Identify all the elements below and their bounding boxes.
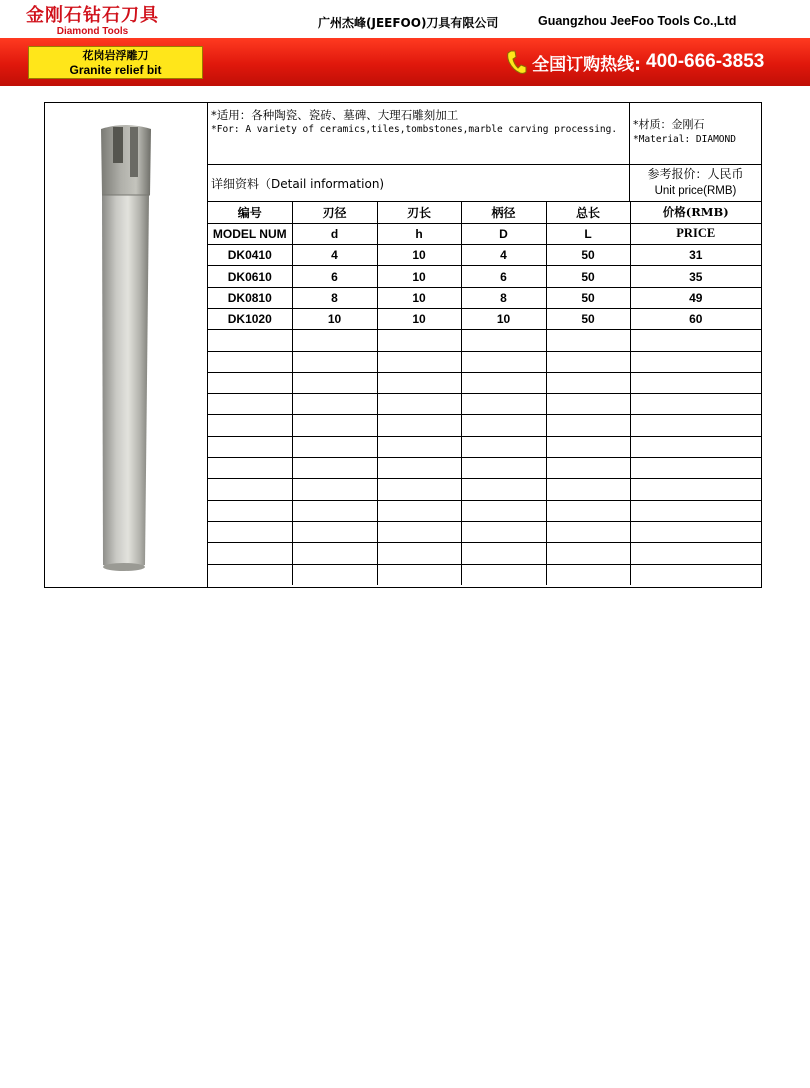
total-length-cell: 50 xyxy=(546,287,630,308)
empty-cell xyxy=(461,415,546,436)
diameter-cell: 6 xyxy=(292,266,377,287)
empty-cell xyxy=(461,394,546,415)
empty-table-row xyxy=(208,564,761,585)
price-cell: 60 xyxy=(630,308,761,329)
empty-table-row xyxy=(208,330,761,351)
empty-cell xyxy=(377,500,461,521)
empty-table-row xyxy=(208,436,761,457)
total-length-cell: 50 xyxy=(546,308,630,329)
empty-cell xyxy=(208,500,292,521)
company-name-en: Guangzhou JeeFoo Tools Co.,Ltd xyxy=(538,14,737,28)
empty-table-row xyxy=(208,543,761,564)
empty-cell xyxy=(292,415,377,436)
company-name-cn: 广州杰峰(JEEFOO)刀具有限公司 xyxy=(318,16,499,30)
empty-cell xyxy=(630,436,761,457)
empty-cell xyxy=(461,543,546,564)
empty-cell xyxy=(630,394,761,415)
empty-cell xyxy=(630,330,761,351)
column-header-cn: 编号 xyxy=(208,202,292,223)
empty-cell xyxy=(377,564,461,585)
unit-price-heading xyxy=(630,165,761,202)
empty-cell xyxy=(546,436,630,457)
empty-cell xyxy=(292,372,377,393)
empty-cell xyxy=(461,330,546,351)
hotline-number: 400-666-3853 xyxy=(646,51,765,72)
diameter-cell: 10 xyxy=(292,308,377,329)
empty-cell xyxy=(546,564,630,585)
column-header-en: h xyxy=(377,223,461,244)
empty-table-row xyxy=(208,521,761,542)
empty-cell xyxy=(546,415,630,436)
empty-table-row xyxy=(208,394,761,415)
usage-description xyxy=(208,103,630,165)
phone-icon xyxy=(505,49,527,75)
empty-table-row xyxy=(208,372,761,393)
unit-price-heading-en: Unit price(RMB) xyxy=(654,185,737,197)
empty-cell xyxy=(377,330,461,351)
column-header-cn: 总长 xyxy=(546,202,630,223)
material-cn: *材质：金刚石 xyxy=(633,118,705,131)
empty-cell xyxy=(546,372,630,393)
empty-cell xyxy=(630,500,761,521)
empty-cell xyxy=(546,543,630,564)
column-header-cn: 柄径 xyxy=(461,202,546,223)
product-name-en: Granite relief bit xyxy=(69,63,162,77)
empty-cell xyxy=(546,479,630,500)
empty-table-row xyxy=(208,479,761,500)
column-header-cn: 刃长 xyxy=(377,202,461,223)
empty-cell xyxy=(630,564,761,585)
empty-cell xyxy=(292,351,377,372)
empty-cell xyxy=(630,351,761,372)
column-header-en: PRICE xyxy=(630,223,761,244)
model-cell: DK1020 xyxy=(208,308,292,329)
detail-information-label: 详细资料（Detail information) xyxy=(208,165,630,202)
diameter-cell: 4 xyxy=(292,245,377,266)
empty-cell xyxy=(292,330,377,351)
empty-cell xyxy=(546,351,630,372)
empty-cell xyxy=(461,521,546,542)
model-cell: DK0610 xyxy=(208,266,292,287)
table-row xyxy=(208,245,761,266)
blade-length-cell: 10 xyxy=(377,266,461,287)
empty-cell xyxy=(377,394,461,415)
blade-length-cell: 10 xyxy=(377,287,461,308)
material-en: *Material: DIAMOND xyxy=(633,134,736,145)
price-cell: 49 xyxy=(630,287,761,308)
empty-cell xyxy=(208,436,292,457)
brand-logo xyxy=(20,6,165,38)
table-row xyxy=(208,287,761,308)
page-header xyxy=(0,0,810,88)
order-hotline xyxy=(505,49,764,77)
empty-cell xyxy=(292,479,377,500)
empty-cell xyxy=(292,564,377,585)
empty-cell xyxy=(208,351,292,372)
empty-cell xyxy=(292,500,377,521)
empty-cell xyxy=(208,394,292,415)
empty-cell xyxy=(630,372,761,393)
blade-length-cell: 10 xyxy=(377,245,461,266)
empty-cell xyxy=(461,479,546,500)
empty-table-row xyxy=(208,415,761,436)
table-header-en xyxy=(208,223,761,244)
column-header-en: d xyxy=(292,223,377,244)
empty-cell xyxy=(377,543,461,564)
empty-cell xyxy=(292,436,377,457)
material-info xyxy=(630,103,761,165)
usage-cn: *适用：各种陶瓷、瓷砖、墓碑、大理石雕刻加工 xyxy=(211,108,459,122)
empty-cell xyxy=(377,479,461,500)
hotline-label: 全国订购热线: xyxy=(532,54,641,75)
empty-cell xyxy=(461,564,546,585)
unit-price-heading-cn: 参考报价：人民币 xyxy=(647,167,744,181)
column-header-en: D xyxy=(461,223,546,244)
empty-cell xyxy=(208,458,292,479)
column-header-cn: 价格(RMB) xyxy=(630,202,761,223)
empty-cell xyxy=(461,500,546,521)
empty-cell xyxy=(461,372,546,393)
empty-cell xyxy=(630,479,761,500)
empty-cell xyxy=(292,521,377,542)
product-name-cn: 花岗岩浮雕刀 xyxy=(82,49,149,62)
header-banner xyxy=(0,38,810,86)
empty-cell xyxy=(377,436,461,457)
blade-length-cell: 10 xyxy=(377,308,461,329)
table-row xyxy=(208,308,761,329)
product-name-label xyxy=(28,46,203,79)
empty-cell xyxy=(208,415,292,436)
diameter-cell: 8 xyxy=(292,287,377,308)
shank-diameter-cell: 10 xyxy=(461,308,546,329)
empty-cell xyxy=(461,351,546,372)
model-cell: DK0810 xyxy=(208,287,292,308)
shank-diameter-cell: 8 xyxy=(461,287,546,308)
empty-cell xyxy=(461,436,546,457)
empty-cell xyxy=(630,543,761,564)
empty-cell xyxy=(546,521,630,542)
empty-cell xyxy=(630,521,761,542)
product-photo xyxy=(45,103,208,587)
empty-cell xyxy=(630,415,761,436)
column-header-en: L xyxy=(546,223,630,244)
empty-cell xyxy=(546,500,630,521)
table-row xyxy=(208,266,761,287)
total-length-cell: 50 xyxy=(546,266,630,287)
empty-cell xyxy=(208,330,292,351)
empty-cell xyxy=(377,415,461,436)
empty-cell xyxy=(292,394,377,415)
empty-cell xyxy=(292,458,377,479)
column-header-en: MODEL NUM xyxy=(208,223,292,244)
total-length-cell: 50 xyxy=(546,245,630,266)
shank-diameter-cell: 6 xyxy=(461,266,546,287)
empty-cell xyxy=(208,543,292,564)
empty-cell xyxy=(208,479,292,500)
price-cell: 31 xyxy=(630,245,761,266)
empty-cell xyxy=(377,521,461,542)
price-cell: 35 xyxy=(630,266,761,287)
relief-bit-image xyxy=(45,103,208,587)
empty-cell xyxy=(461,458,546,479)
empty-cell xyxy=(377,372,461,393)
empty-table-row xyxy=(208,458,761,479)
empty-table-row xyxy=(208,351,761,372)
empty-cell xyxy=(292,543,377,564)
empty-cell xyxy=(377,351,461,372)
empty-cell xyxy=(546,394,630,415)
usage-en: *For: A variety of ceramics,tiles,tombstones,marble carving processing. xyxy=(211,124,618,135)
empty-cell xyxy=(377,458,461,479)
brand-name-en: Diamond Tools xyxy=(56,26,129,37)
empty-cell xyxy=(208,372,292,393)
empty-cell xyxy=(546,458,630,479)
empty-cell xyxy=(208,564,292,585)
spec-table xyxy=(208,202,761,585)
empty-cell xyxy=(208,521,292,542)
table-header-cn xyxy=(208,202,761,223)
empty-table-row xyxy=(208,500,761,521)
empty-cell xyxy=(546,330,630,351)
empty-cell xyxy=(630,458,761,479)
column-header-cn: 刃径 xyxy=(292,202,377,223)
shank-diameter-cell: 4 xyxy=(461,245,546,266)
product-spec-sheet xyxy=(44,102,762,588)
model-cell: DK0410 xyxy=(208,245,292,266)
brand-name-cn: 金刚石钻石刀具 xyxy=(26,5,159,26)
